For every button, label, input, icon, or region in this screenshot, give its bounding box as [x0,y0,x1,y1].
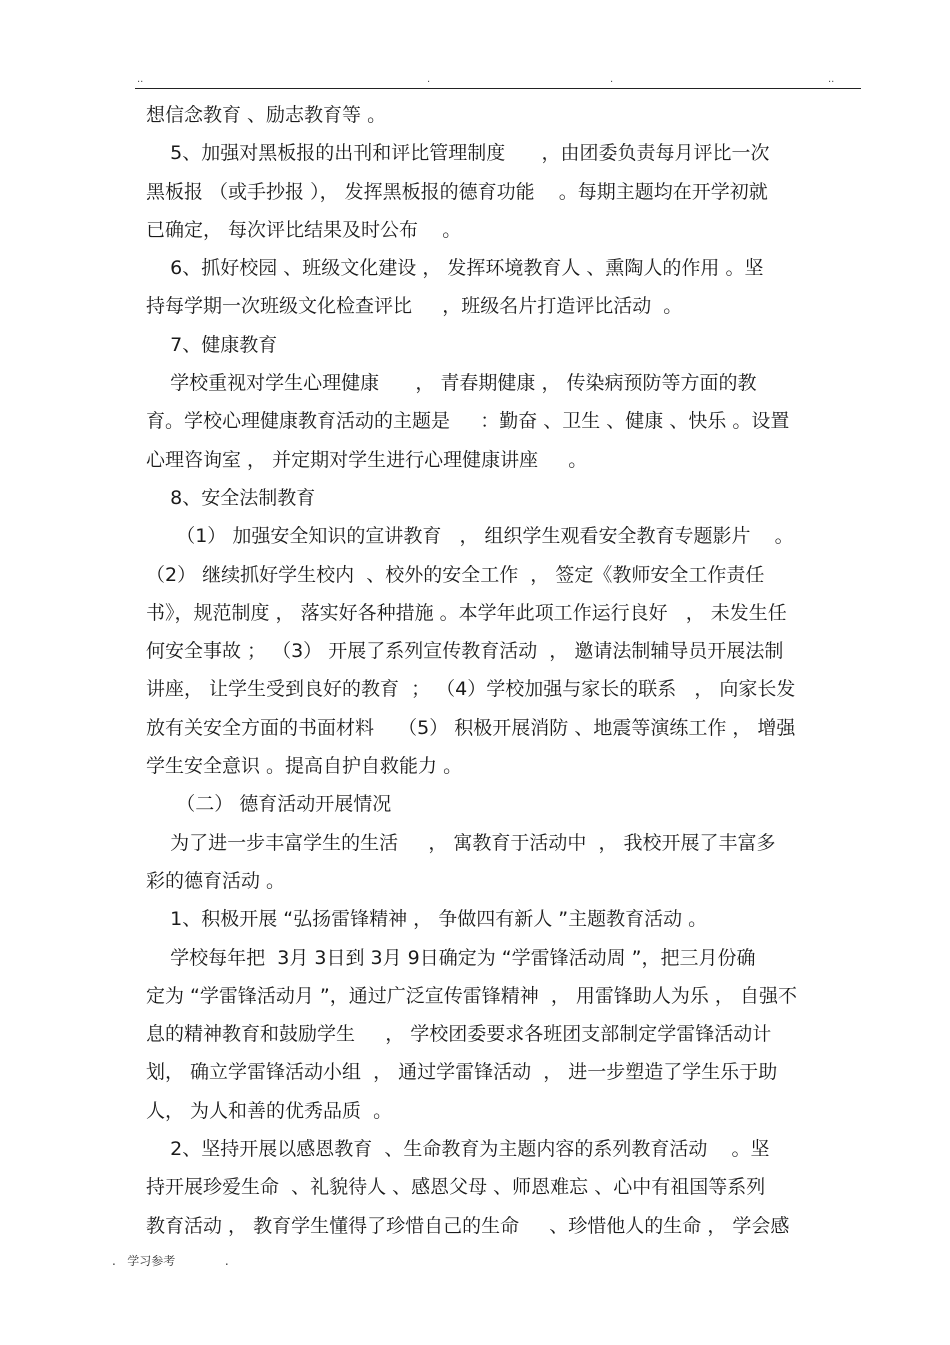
text-line: 7、健康教育 [146,333,278,356]
header-mark-center-left: . [427,74,431,85]
text-line: 讲座， 让学生受到良好的教育 ； （4）学校加强与家长的联系 ， 向家长发 [146,678,796,701]
text-line: 心理咨询室 ， 并定期对学生进行心理健康讲座 。 [146,448,588,471]
text-line: 持每学期一次班级文化检查评比 ，班级名片打造评比活动 。 [146,295,683,318]
text-line: 学校每年把 3月 3日到 3月 9日确定为 “学雷锋活动周 ”，把三月份确 [146,946,756,969]
text-line: 8、安全法制教育 [146,486,316,509]
text-line: 6、抓好校园 、班级文化建设 ， 发挥环境教育人 、熏陶人的作用 。坚 [146,257,764,280]
text-line: 2、坚持开展以感恩教育 、生命教育为主题内容的系列教育活动 。坚 [146,1138,770,1161]
text-line: 想信念教育 、励志教育等 。 [146,104,387,126]
page-footer: . 学习参考 . [112,1254,229,1268]
text-line: 5、加强对黑板报的出刊和评比管理制度 ，由团委负责每月评比一次 [146,142,770,165]
text-line: 已确定， 每次评比结果及时公布 。 [146,218,462,241]
text-line: 为了进一步丰富学生的生活 ， 寓教育于活动中 ， 我校开展了丰富多 [146,831,776,854]
page-header-marks [0,74,950,86]
text-line: 息的精神教育和鼓励学生 ， 学校团委要求各班团支部制定学雷锋活动计 [146,1023,772,1046]
header-rule [135,88,861,89]
header-mark-right: .. [828,74,835,85]
text-line: 何安全事故 ； （3） 开展了系列宣传教育活动 ， 邀请法制辅导员开展法制 [146,640,784,663]
text-line: （二） 德育活动开展情况 [146,793,392,816]
text-line: 彩的德育活动 。 [146,869,286,892]
header-mark-center-right: . [610,74,614,85]
text-line: 教育活动 ， 教育学生懂得了珍惜自己的生命 、珍惜他人的生命 ， 学会感 [146,1214,790,1237]
text-line: 放有关安全方面的书面材料 （5） 积极开展消防 、地震等演练工作 ， 增强 [146,716,796,739]
text-line: 定为 “学雷锋活动月 ”，通过广泛宣传雷锋精神 ， 用雷锋助人为乐 ， 自强不 [146,984,797,1007]
text-line: 持开展珍爱生命 、礼貌待人 、感恩父母 、师恩难忘 、心中有祖国等系列 [146,1176,766,1199]
text-line: 划， 确立学雷锋活动小组 ， 通过学雷锋活动 ， 进一步塑造了学生乐于助 [146,1061,778,1084]
text-line: （2） 继续抓好学生校内 、校外的安全工作 ， 签定《教师安全工作责任 [146,563,765,586]
text-line: 人， 为人和善的优秀品质 。 [146,1099,393,1122]
document-body [146,96,860,1245]
text-line: 学生安全意识 。提高自护自救能力 。 [146,755,463,778]
text-line: 1、积极开展 “弘扬雷锋精神 ， 争做四有新人 ”主题教育活动 。 [146,908,708,931]
text-line: 黑板报 （或手抄报 ）， 发挥黑板报的德育功能 。每期主题均在开学初就 [146,180,768,203]
text-line: 书》，规范制度 ， 落实好各种措施 。本学年此项工作运行良好 ， 未发生任 [146,601,787,624]
text-line: 育。学校心理健康教育活动的主题是 ：勤奋 、卫生 、健康 、快乐 。设置 [146,410,790,433]
text-line: 学校重视对学生心理健康 ， 青春期健康 ， 传染病预防等方面的教 [146,372,757,395]
header-mark-left: .. [137,74,144,85]
text-line: （1） 加强安全知识的宣讲教育 ， 组织学生观看安全教育专题影片 。 [146,525,794,548]
